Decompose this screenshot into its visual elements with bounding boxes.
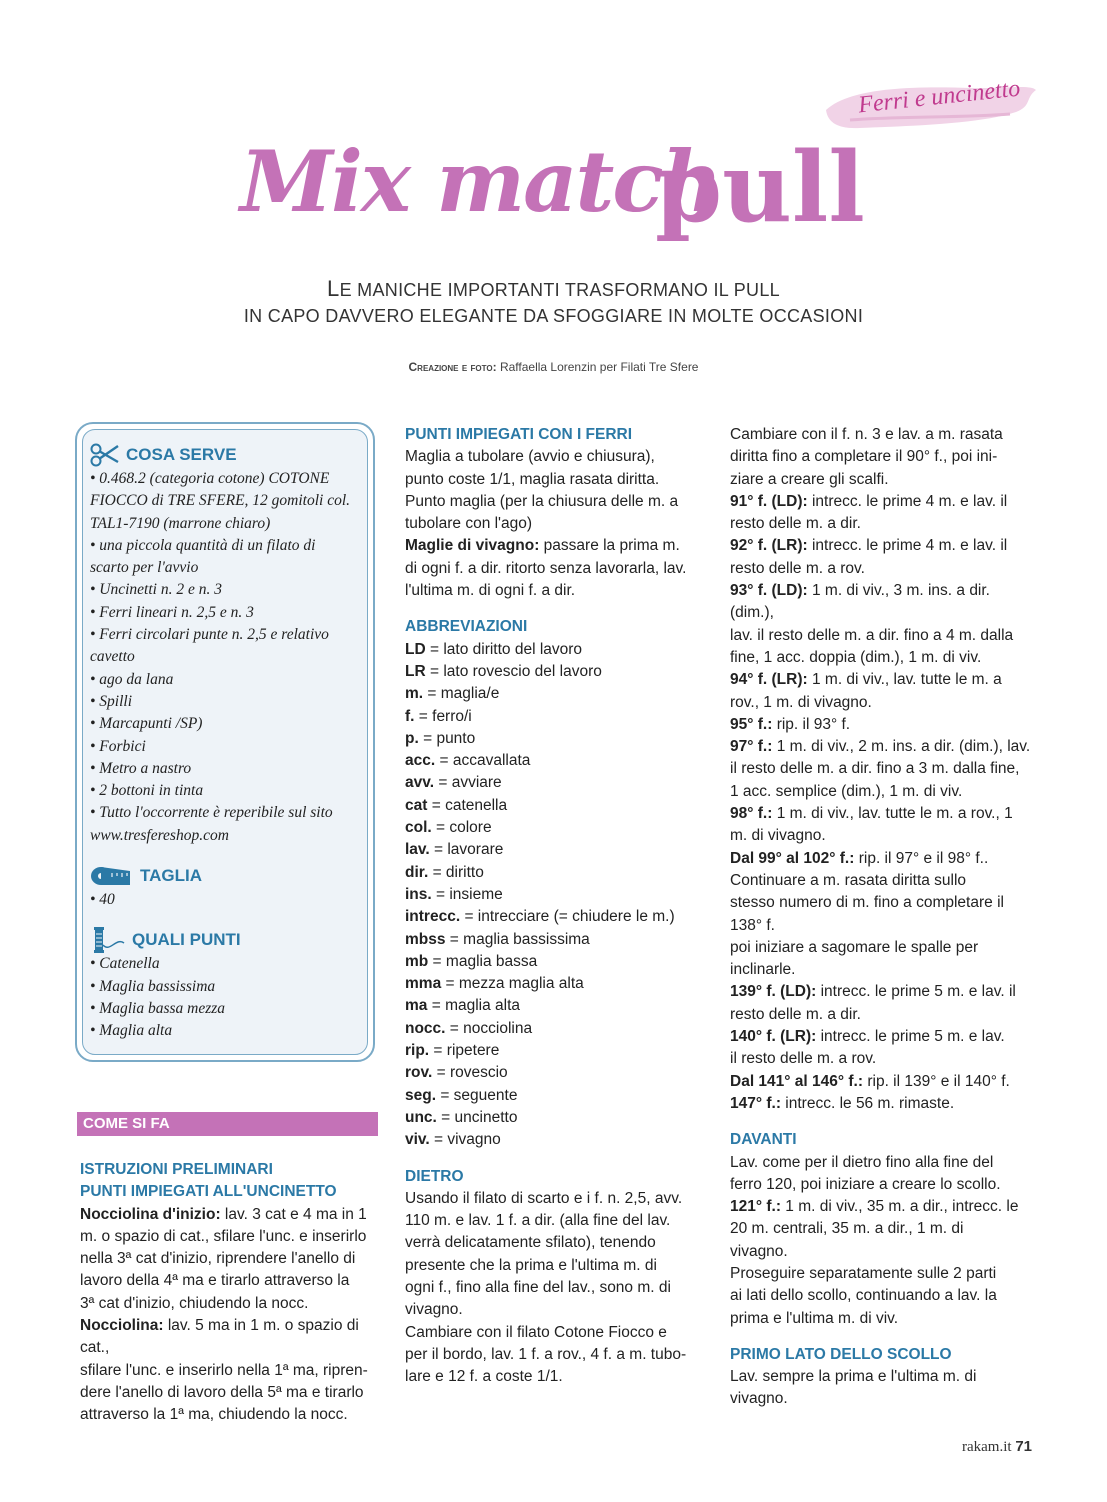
bold-term: 147° f.: — [730, 1094, 781, 1112]
line-text: lavoro della 4ª ma e tirarlo attraverso la — [80, 1272, 350, 1290]
page-footer: rakam.it 71 — [961, 1438, 1032, 1455]
line-text: resto delle m. a dir. — [730, 1005, 861, 1023]
line-text: Punto maglia (per la chiusura delle m. a — [405, 492, 679, 510]
line-text: m. o spazio di cat., sfilare l'unc. e inserirlo — [80, 1227, 367, 1245]
text-line — [405, 1344, 705, 1366]
dietro-heading: DIETRO — [405, 1167, 464, 1185]
text-line — [405, 839, 705, 861]
bold-term: 97° f.: — [730, 738, 773, 756]
text-line — [405, 862, 705, 884]
punti-uncinetto-text — [80, 1204, 380, 1427]
text-line — [730, 1174, 1035, 1196]
line-text: Maglia a tubolare (avvio e chiusura), — [405, 448, 655, 466]
line-text: diritta fino a completare il 90° f., poi ini- — [730, 448, 998, 466]
text-line — [405, 1210, 705, 1232]
text-line — [405, 469, 705, 491]
bold-term: 94° f. (LR): — [730, 671, 808, 689]
bold-term: avv. — [405, 774, 435, 792]
text-line — [730, 937, 1035, 959]
text-line — [80, 1270, 380, 1292]
text-line — [80, 1293, 380, 1315]
taglia-list — [90, 889, 370, 911]
line-text: intrecc. le prime 5 m. e lav. — [816, 1028, 1005, 1046]
text-line — [405, 558, 705, 580]
text-line — [405, 1277, 705, 1299]
line-text: ai lati dello scollo, continuando a lav. la — [730, 1287, 997, 1305]
line-text: = insieme — [431, 885, 503, 903]
line-text: vivagno. — [730, 1390, 788, 1408]
subtitle-line-2: IN CAPO DAVVERO ELEGANTE DA SFOGGIARE IN MOLTE OCCASIONI — [243, 306, 864, 326]
bold-term: intrecc. — [405, 908, 461, 926]
text-line — [730, 580, 1035, 625]
list-item: • Maglia alta — [90, 1022, 173, 1040]
line-text: lav. 3 cat e 4 ma in 1 — [220, 1205, 367, 1223]
line-text: Lav. come per il dietro fino alla fine del — [730, 1153, 994, 1171]
text-line — [405, 513, 705, 535]
list-item: • 0.468.2 (categoria cotone) COTONE — [90, 470, 330, 487]
line-text: vivagno. — [730, 1242, 788, 1260]
text-line — [730, 692, 1035, 714]
bold-term: acc. — [405, 752, 436, 770]
line-text: presente che la prima e l'ultima m. di — [405, 1256, 657, 1274]
line-text: 1 acc. semplice (dim.), 1 m. di viv. — [730, 782, 963, 800]
line-text: resto delle m. a dir. — [730, 515, 861, 533]
bold-term: 121° f.: — [730, 1198, 781, 1216]
davanti-text — [730, 1152, 1035, 1330]
line-text: 138° f. — [730, 916, 775, 934]
list-item: • Catenella — [90, 955, 160, 973]
text-line — [405, 884, 705, 906]
text-line — [405, 795, 705, 817]
line-text: = ferro/i — [414, 707, 472, 725]
bold-term: Maglie di vivagno: — [405, 537, 540, 555]
text-line — [730, 892, 1035, 914]
istruzioni-heading: ISTRUZIONI PRELIMINARI — [80, 1161, 273, 1178]
text-line — [405, 1322, 705, 1344]
line-text: = catenella — [427, 796, 508, 814]
subtitle-line-1: LE MANICHE IMPORTANTI TRASFORMANO IL PULL — [327, 276, 780, 301]
bold-term: Dal 141° al 146° f.: — [730, 1072, 864, 1090]
bold-term: viv. — [405, 1131, 430, 1149]
list-item: • 2 bottoni in tinta — [90, 782, 204, 800]
text-line — [730, 1285, 1035, 1307]
primo-lato-heading: PRIMO LATO DELLO SCOLLO — [730, 1345, 952, 1363]
line-text: = diritto — [428, 863, 484, 881]
line-text: resto delle m. a rov. — [730, 559, 865, 577]
list-item: • Tutto l'occorrente è reperibile sul sito — [90, 804, 333, 822]
list-item: FIOCCO di TRE SFERE, 12 gomitoli col. — [90, 492, 351, 510]
text-line — [730, 781, 1035, 803]
text-line — [405, 951, 705, 973]
line-text: = lato diritto del lavoro — [425, 640, 583, 658]
line-text: intrecc. le prime 4 m. e lav. il — [807, 537, 1008, 555]
line-text: il resto delle m. a rov. — [730, 1050, 877, 1068]
text-line — [80, 1315, 380, 1360]
line-text: poi iniziare a sagomare le spalle per — [730, 938, 979, 956]
line-text: intrecc. le prime 4 m. e lav. il — [807, 492, 1008, 510]
come-si-fa-bar: COME SI FA — [77, 1112, 378, 1136]
text-line — [730, 758, 1035, 780]
line-text: Usando il filato di scarto e i f. n. 2,5, avv. — [405, 1189, 683, 1207]
text-line — [730, 1196, 1035, 1218]
text-line — [730, 1366, 1035, 1388]
text-line — [730, 1048, 1035, 1070]
text-line — [405, 639, 705, 661]
column-1 — [80, 1159, 380, 1427]
line-text: ferro 120, poi iniziare a creare lo scollo. — [730, 1175, 1001, 1193]
tape-measure-icon — [90, 864, 134, 888]
text-line — [405, 995, 705, 1017]
text-line — [730, 981, 1035, 1003]
line-text: rip. il 93° f. — [772, 715, 851, 733]
line-text: 1 m. di viv., lav. tutte le m. a — [807, 671, 1002, 689]
text-line — [730, 424, 1035, 446]
text-line — [730, 1263, 1035, 1285]
text-line — [730, 625, 1035, 647]
punti-uncinetto-heading: PUNTI IMPIEGATI ALL'UNCINETTO — [80, 1183, 337, 1201]
text-line — [405, 706, 705, 728]
text-line — [405, 1366, 705, 1388]
line-text: il resto delle m. a dir. fino a 3 m. dalla fine, — [730, 760, 1020, 778]
line-text: 1 m. di viv., 35 m. a dir., intrecc. le — [781, 1198, 1019, 1216]
line-text: ogni f., fino alla fine del lav., sono m. di — [405, 1278, 671, 1296]
bold-term: nocc. — [405, 1019, 446, 1037]
bold-term: 139° f. (LD): — [730, 983, 817, 1001]
list-item: • Maglia bassissima — [90, 977, 216, 995]
line-text: di ogni f. a dir. ritorto senza lavorarla, lav. — [405, 559, 687, 577]
bold-term: rov. — [405, 1064, 433, 1082]
credit: Creazione e foto: Raffaella Lorenzin per Filati Tre Sfere — [408, 360, 699, 374]
text-line — [730, 1152, 1035, 1174]
text-line — [405, 817, 705, 839]
text-line — [405, 1062, 705, 1084]
text-line — [405, 728, 705, 750]
text-line — [730, 870, 1035, 892]
list-item: • ago da lana — [90, 670, 174, 688]
text-line — [730, 446, 1035, 468]
list-item: TAL1-7190 (marrone chiaro) — [90, 514, 271, 532]
line-text: = lavorare — [429, 841, 504, 859]
bold-term: cat — [405, 796, 428, 814]
line-text: passare la prima m. — [539, 537, 680, 555]
list-item: • Forbici — [90, 737, 146, 755]
line-text: = maglia bassissima — [445, 930, 590, 948]
bold-term: 91° f. (LD): — [730, 492, 808, 510]
line-text: = rovescio — [432, 1064, 508, 1082]
line-text: 1 m. di viv., 3 m. ins. a dir. (dim.), — [730, 582, 990, 622]
list-item: cavetto — [90, 648, 135, 666]
line-text: punto coste 1/1, maglia rasata diritta. — [405, 470, 660, 488]
line-text: Continuare a m. rasata diritta sullo — [730, 871, 967, 889]
list-item: scarto per l'avvio — [90, 559, 199, 577]
text-line — [405, 1232, 705, 1254]
line-text: = lato rovescio del lavoro — [425, 662, 602, 680]
text-line — [405, 661, 705, 683]
line-text: prima e l'ultima m. di viv. — [730, 1309, 899, 1327]
list-item: www.tresfereshop.com — [90, 826, 229, 844]
line-text: = punto — [418, 729, 476, 747]
text-line — [405, 1255, 705, 1277]
text-line — [405, 772, 705, 794]
line-text: 20 m. centrali, 35 m. a dir., 1 m. di — [730, 1220, 964, 1238]
quali-punti-list — [90, 953, 370, 1042]
line-text: = colore — [431, 819, 492, 837]
bold-term: unc. — [405, 1108, 437, 1126]
title-script: Mix match — [240, 132, 721, 231]
line-text: lav. 5 ma in 1 m. o spazio di cat., — [80, 1317, 359, 1357]
line-text: = mezza maglia alta — [441, 975, 584, 993]
text-line — [405, 1040, 705, 1062]
bold-term: ma — [405, 997, 428, 1015]
line-text: l'ultima m. di ogni f. a dir. — [405, 582, 576, 600]
line-text: attraverso la 1ª ma, chiudendo la nocc. — [80, 1406, 348, 1424]
list-item: • Maglia bassa mezza — [90, 999, 226, 1017]
bold-term: mbss — [405, 930, 446, 948]
scissors-icon — [90, 442, 120, 468]
bold-term: 98° f.: — [730, 805, 773, 823]
line-text: = vivagno — [429, 1131, 501, 1149]
bold-term: lav. — [405, 841, 430, 859]
title-bold: pull — [655, 131, 865, 244]
text-line — [730, 1218, 1035, 1240]
text-line — [730, 513, 1035, 535]
text-line — [730, 491, 1035, 513]
bold-term: seg. — [405, 1086, 437, 1104]
bold-term: col. — [405, 819, 432, 837]
line-text: = seguente — [436, 1086, 518, 1104]
text-line — [405, 906, 705, 928]
text-line — [405, 1299, 705, 1321]
punti-ferri-text — [405, 446, 705, 602]
list-item: • Uncinetti n. 2 e n. 3 — [90, 581, 222, 599]
text-line — [730, 714, 1035, 736]
line-text: stesso numero di m. fino a completare il — [730, 894, 1004, 912]
line-text: = ripetere — [429, 1042, 500, 1060]
text-line — [405, 1188, 705, 1210]
punti-ferri-heading: PUNTI IMPIEGATI CON I FERRI — [405, 426, 633, 443]
text-line — [730, 848, 1035, 870]
text-line — [405, 973, 705, 995]
line-text: intrecc. le prime 5 m. e lav. il — [816, 983, 1016, 1001]
line-text: per il bordo, lav. 1 f. a rov., 4 f. a m. tubo- — [405, 1345, 687, 1363]
line-text: sfilare l'unc. e inserirlo nella 1ª ma, ripren- — [80, 1361, 368, 1379]
line-text: Lav. sempre la prima e l'ultima m. di — [730, 1368, 977, 1386]
text-line — [405, 491, 705, 513]
line-text: = avviare — [434, 774, 502, 792]
dietro-continued-text — [730, 424, 1035, 1115]
list-item: • una piccola quantità di un filato di — [90, 536, 316, 554]
line-text: rip. il 139° e il 140° f. — [863, 1072, 1010, 1090]
line-text: = intrecciare (= chiudere le m.) — [460, 908, 675, 926]
text-line — [405, 1018, 705, 1040]
text-line — [730, 1308, 1035, 1330]
bold-term: Nocciolina d'inizio: — [80, 1205, 221, 1223]
text-line — [405, 929, 705, 951]
text-line — [405, 1129, 705, 1151]
line-text: Proseguire separatamente sulle 2 parti — [730, 1264, 997, 1282]
bold-term: mma — [405, 975, 442, 993]
text-line — [80, 1204, 380, 1226]
text-line — [405, 580, 705, 602]
text-line — [730, 736, 1035, 758]
bold-term: p. — [405, 729, 419, 747]
line-text: m. di vivagno. — [730, 827, 826, 845]
column-2 — [405, 424, 705, 1388]
spool-icon — [90, 925, 126, 955]
text-line — [80, 1248, 380, 1270]
text-line — [730, 647, 1035, 669]
taglia-heading: TAGLIA — [90, 863, 370, 889]
list-item: • 40 — [90, 891, 115, 909]
line-text: intrecc. le 56 m. rimaste. — [781, 1094, 955, 1112]
text-line — [730, 915, 1035, 937]
text-line — [730, 558, 1035, 580]
materials-content — [90, 442, 370, 1043]
line-text: = maglia alta — [427, 997, 521, 1015]
bold-term: ins. — [405, 885, 432, 903]
abbreviazioni-heading: ABBREVIAZIONI — [405, 618, 528, 636]
list-item: • Metro a nastro — [90, 759, 192, 777]
text-line — [730, 1388, 1035, 1410]
line-text: Cambiare con il f. n. 3 e lav. a m. rasata — [730, 426, 1003, 443]
list-item: • Ferri circolari punte n. 2,5 e relativo — [90, 626, 329, 644]
bold-term: LD — [405, 640, 426, 658]
text-line — [405, 535, 705, 557]
line-text: = uncinetto — [436, 1108, 518, 1126]
line-text: = nocciolina — [445, 1019, 533, 1037]
line-text: rov., 1 m. di vivagno. — [730, 693, 872, 711]
davanti-heading: DAVANTI — [730, 1131, 797, 1149]
quali-punti-heading: QUALI PUNTI — [90, 927, 370, 953]
line-text: rip. il 97° e il 98° f.. — [854, 849, 989, 867]
line-text: lare e 12 f. a coste 1/1. — [405, 1368, 563, 1386]
text-line — [730, 1004, 1035, 1026]
text-line — [405, 683, 705, 705]
text-line — [730, 535, 1035, 557]
text-line — [730, 803, 1035, 825]
line-text: lav. il resto delle m. a dir. fino a 4 m. dalla — [730, 626, 1014, 644]
bold-term: f. — [405, 707, 415, 725]
line-text: nella 3ª cat d'inizio, riprendere l'anello di — [80, 1250, 356, 1268]
line-text: 3ª cat d'inizio, chiudendo la nocc. — [80, 1294, 309, 1312]
text-line — [405, 446, 705, 468]
list-item: • Marcapunti /SP) — [90, 715, 203, 733]
line-text: = maglia bassa — [428, 952, 538, 970]
bold-term: LR — [405, 662, 426, 680]
text-line — [405, 750, 705, 772]
list-item: • Ferri lineari n. 2,5 e n. 3 — [90, 603, 254, 621]
text-line — [80, 1360, 380, 1382]
line-text: fine, 1 acc. doppia (dim.), 1 m. di viv. — [730, 648, 982, 666]
line-text: 1 m. di viv., lav. tutte le m. a rov., 1 — [772, 805, 1013, 823]
abbreviazioni-list — [405, 639, 705, 1152]
list-item: • Spilli — [90, 692, 133, 710]
column-3 — [730, 424, 1035, 1411]
bold-term: mb — [405, 952, 429, 970]
text-line — [730, 1026, 1035, 1048]
text-line — [405, 1107, 705, 1129]
line-text: inclinarle. — [730, 961, 796, 979]
cosa-serve-list — [90, 468, 370, 847]
text-line — [730, 1093, 1035, 1115]
section-tag: Ferri e uncinetto — [857, 75, 1022, 119]
text-line — [80, 1226, 380, 1248]
bold-term: 93° f. (LD): — [730, 582, 808, 600]
bold-term: 92° f. (LR): — [730, 537, 808, 555]
line-text: ziare a creare gli scalfi. — [730, 470, 889, 488]
bold-term: Nocciolina: — [80, 1317, 164, 1335]
text-line — [730, 825, 1035, 847]
text-line — [80, 1404, 380, 1426]
bold-term: 95° f.: — [730, 715, 773, 733]
line-text: = accavallata — [435, 752, 531, 770]
line-text: 1 m. di viv., 2 m. ins. a dir. (dim.), lav. — [772, 738, 1031, 756]
line-text: Cambiare con il filato Cotone Fiocco e — [405, 1323, 667, 1341]
line-text: dere l'anello di lavoro della 5ª ma e tirarlo — [80, 1383, 364, 1401]
primo-lato-text — [730, 1366, 1035, 1411]
text-line — [730, 669, 1035, 691]
line-text: vivagno. — [405, 1301, 463, 1319]
text-line — [730, 1071, 1035, 1093]
bold-term: Dal 99° al 102° f.: — [730, 849, 855, 867]
text-line — [730, 469, 1035, 491]
line-text: = maglia/e — [423, 685, 500, 703]
line-text: 110 m. e lav. 1 f. a dir. (alla fine del lav. — [405, 1212, 671, 1230]
bold-term: m. — [405, 685, 424, 703]
text-line — [730, 1241, 1035, 1263]
text-line — [80, 1382, 380, 1404]
bold-term: 140° f. (LR): — [730, 1028, 817, 1046]
bold-term: rip. — [405, 1042, 430, 1060]
line-text: verrà delicatamente sfilato), tenendo — [405, 1234, 656, 1252]
bold-term: dir. — [405, 863, 429, 881]
text-line — [405, 1085, 705, 1107]
line-text: tubolare con l'ago) — [405, 515, 533, 533]
text-line — [730, 959, 1035, 981]
cosa-serve-heading: COSA SERVE — [90, 442, 370, 468]
dietro-text — [405, 1188, 705, 1389]
